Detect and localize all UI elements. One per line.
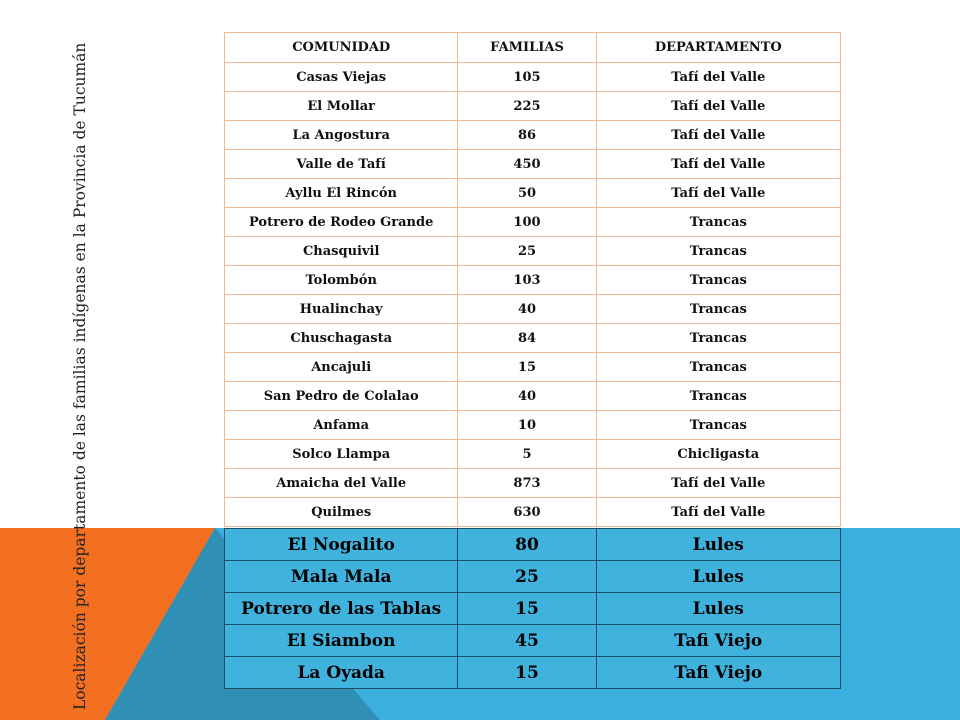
column-header-departamento: DEPARTAMENTO <box>596 33 840 63</box>
familias-cell: 100 <box>458 208 596 237</box>
familias-cell: 15 <box>458 657 596 689</box>
comunidad-cell: Chuschagasta <box>225 324 458 353</box>
comunidad-cell: Ancajuli <box>225 353 458 382</box>
comunidad-cell: Ayllu El Rincón <box>225 179 458 208</box>
comunidad-cell: El Mollar <box>225 92 458 121</box>
comunidad-cell: Tolombón <box>225 266 458 295</box>
comunidad-cell: Quilmes <box>225 498 458 527</box>
table-row <box>225 150 841 179</box>
table-row <box>225 498 841 527</box>
departamento-cell: Tafi Viejo <box>596 625 840 657</box>
comunidad-cell: Amaicha del Valle <box>225 469 458 498</box>
departamento-cell: Trancas <box>596 324 840 353</box>
familias-cell: 50 <box>458 179 596 208</box>
table-row <box>225 593 841 625</box>
familias-cell: 105 <box>458 63 596 92</box>
table-row <box>225 92 841 121</box>
departamento-cell: Lules <box>596 529 840 561</box>
table-row <box>225 625 841 657</box>
familias-cell: 5 <box>458 440 596 469</box>
familias-cell: 45 <box>458 625 596 657</box>
table-row <box>225 382 841 411</box>
departamento-cell: Lules <box>596 593 840 625</box>
familias-cell: 15 <box>458 593 596 625</box>
familias-cell: 86 <box>458 121 596 150</box>
comunidad-cell: Potrero de Rodeo Grande <box>225 208 458 237</box>
departamento-cell: Trancas <box>596 382 840 411</box>
table-row <box>225 295 841 324</box>
comunidad-cell: Casas Viejas <box>225 63 458 92</box>
table-row <box>225 469 841 498</box>
column-header-familias: FAMILIAS <box>458 33 596 63</box>
departamento-cell: Trancas <box>596 208 840 237</box>
table-row <box>225 440 841 469</box>
table-row <box>225 561 841 593</box>
table-row <box>225 208 841 237</box>
comunidad-cell: El Siambon <box>225 625 458 657</box>
departamento-cell: Trancas <box>596 237 840 266</box>
familias-cell: 40 <box>458 382 596 411</box>
table-row <box>225 121 841 150</box>
table-row <box>225 179 841 208</box>
table-row <box>225 353 841 382</box>
comunidad-cell: Chasquivil <box>225 237 458 266</box>
table-header-row <box>225 33 841 63</box>
departamento-cell: Trancas <box>596 266 840 295</box>
familias-cell: 80 <box>458 529 596 561</box>
comunidad-cell: San Pedro de Colalao <box>225 382 458 411</box>
departamento-cell: Chicligasta <box>596 440 840 469</box>
familias-cell: 15 <box>458 353 596 382</box>
comunidad-cell: La Oyada <box>225 657 458 689</box>
familias-cell: 103 <box>458 266 596 295</box>
table-row <box>225 411 841 440</box>
familias-cell: 10 <box>458 411 596 440</box>
communities-table-extra <box>224 528 841 689</box>
departamento-cell: Tafí del Valle <box>596 150 840 179</box>
table-row <box>225 529 841 561</box>
departamento-cell: Lules <box>596 561 840 593</box>
comunidad-cell: Hualinchay <box>225 295 458 324</box>
familias-cell: 84 <box>458 324 596 353</box>
comunidad-cell: Mala Mala <box>225 561 458 593</box>
comunidad-cell: La Angostura <box>225 121 458 150</box>
departamento-cell: Trancas <box>596 353 840 382</box>
table-row <box>225 63 841 92</box>
familias-cell: 25 <box>458 561 596 593</box>
departamento-cell: Tafí del Valle <box>596 469 840 498</box>
familias-cell: 40 <box>458 295 596 324</box>
comunidad-cell: Anfama <box>225 411 458 440</box>
familias-cell: 873 <box>458 469 596 498</box>
column-header-comunidad: COMUNIDAD <box>225 33 458 63</box>
table-row <box>225 657 841 689</box>
communities-table <box>224 32 841 527</box>
comunidad-cell: Potrero de las Tablas <box>225 593 458 625</box>
comunidad-cell: Valle de Tafí <box>225 150 458 179</box>
familias-cell: 630 <box>458 498 596 527</box>
departamento-cell: Tafí del Valle <box>596 63 840 92</box>
familias-cell: 450 <box>458 150 596 179</box>
departamento-cell: Tafi Viejo <box>596 657 840 689</box>
departamento-cell: Tafí del Valle <box>596 92 840 121</box>
departamento-cell: Trancas <box>596 295 840 324</box>
familias-cell: 25 <box>458 237 596 266</box>
departamento-cell: Tafí del Valle <box>596 498 840 527</box>
comunidad-cell: El Nogalito <box>225 529 458 561</box>
comunidad-cell: Solco Llampa <box>225 440 458 469</box>
familias-cell: 225 <box>458 92 596 121</box>
table-row <box>225 266 841 295</box>
side-title: Localización por departamento de las familias indígenas en la Provincia de Tucumán <box>71 42 89 710</box>
table-row <box>225 324 841 353</box>
departamento-cell: Tafí del Valle <box>596 179 840 208</box>
departamento-cell: Tafí del Valle <box>596 121 840 150</box>
table-row <box>225 237 841 266</box>
departamento-cell: Trancas <box>596 411 840 440</box>
